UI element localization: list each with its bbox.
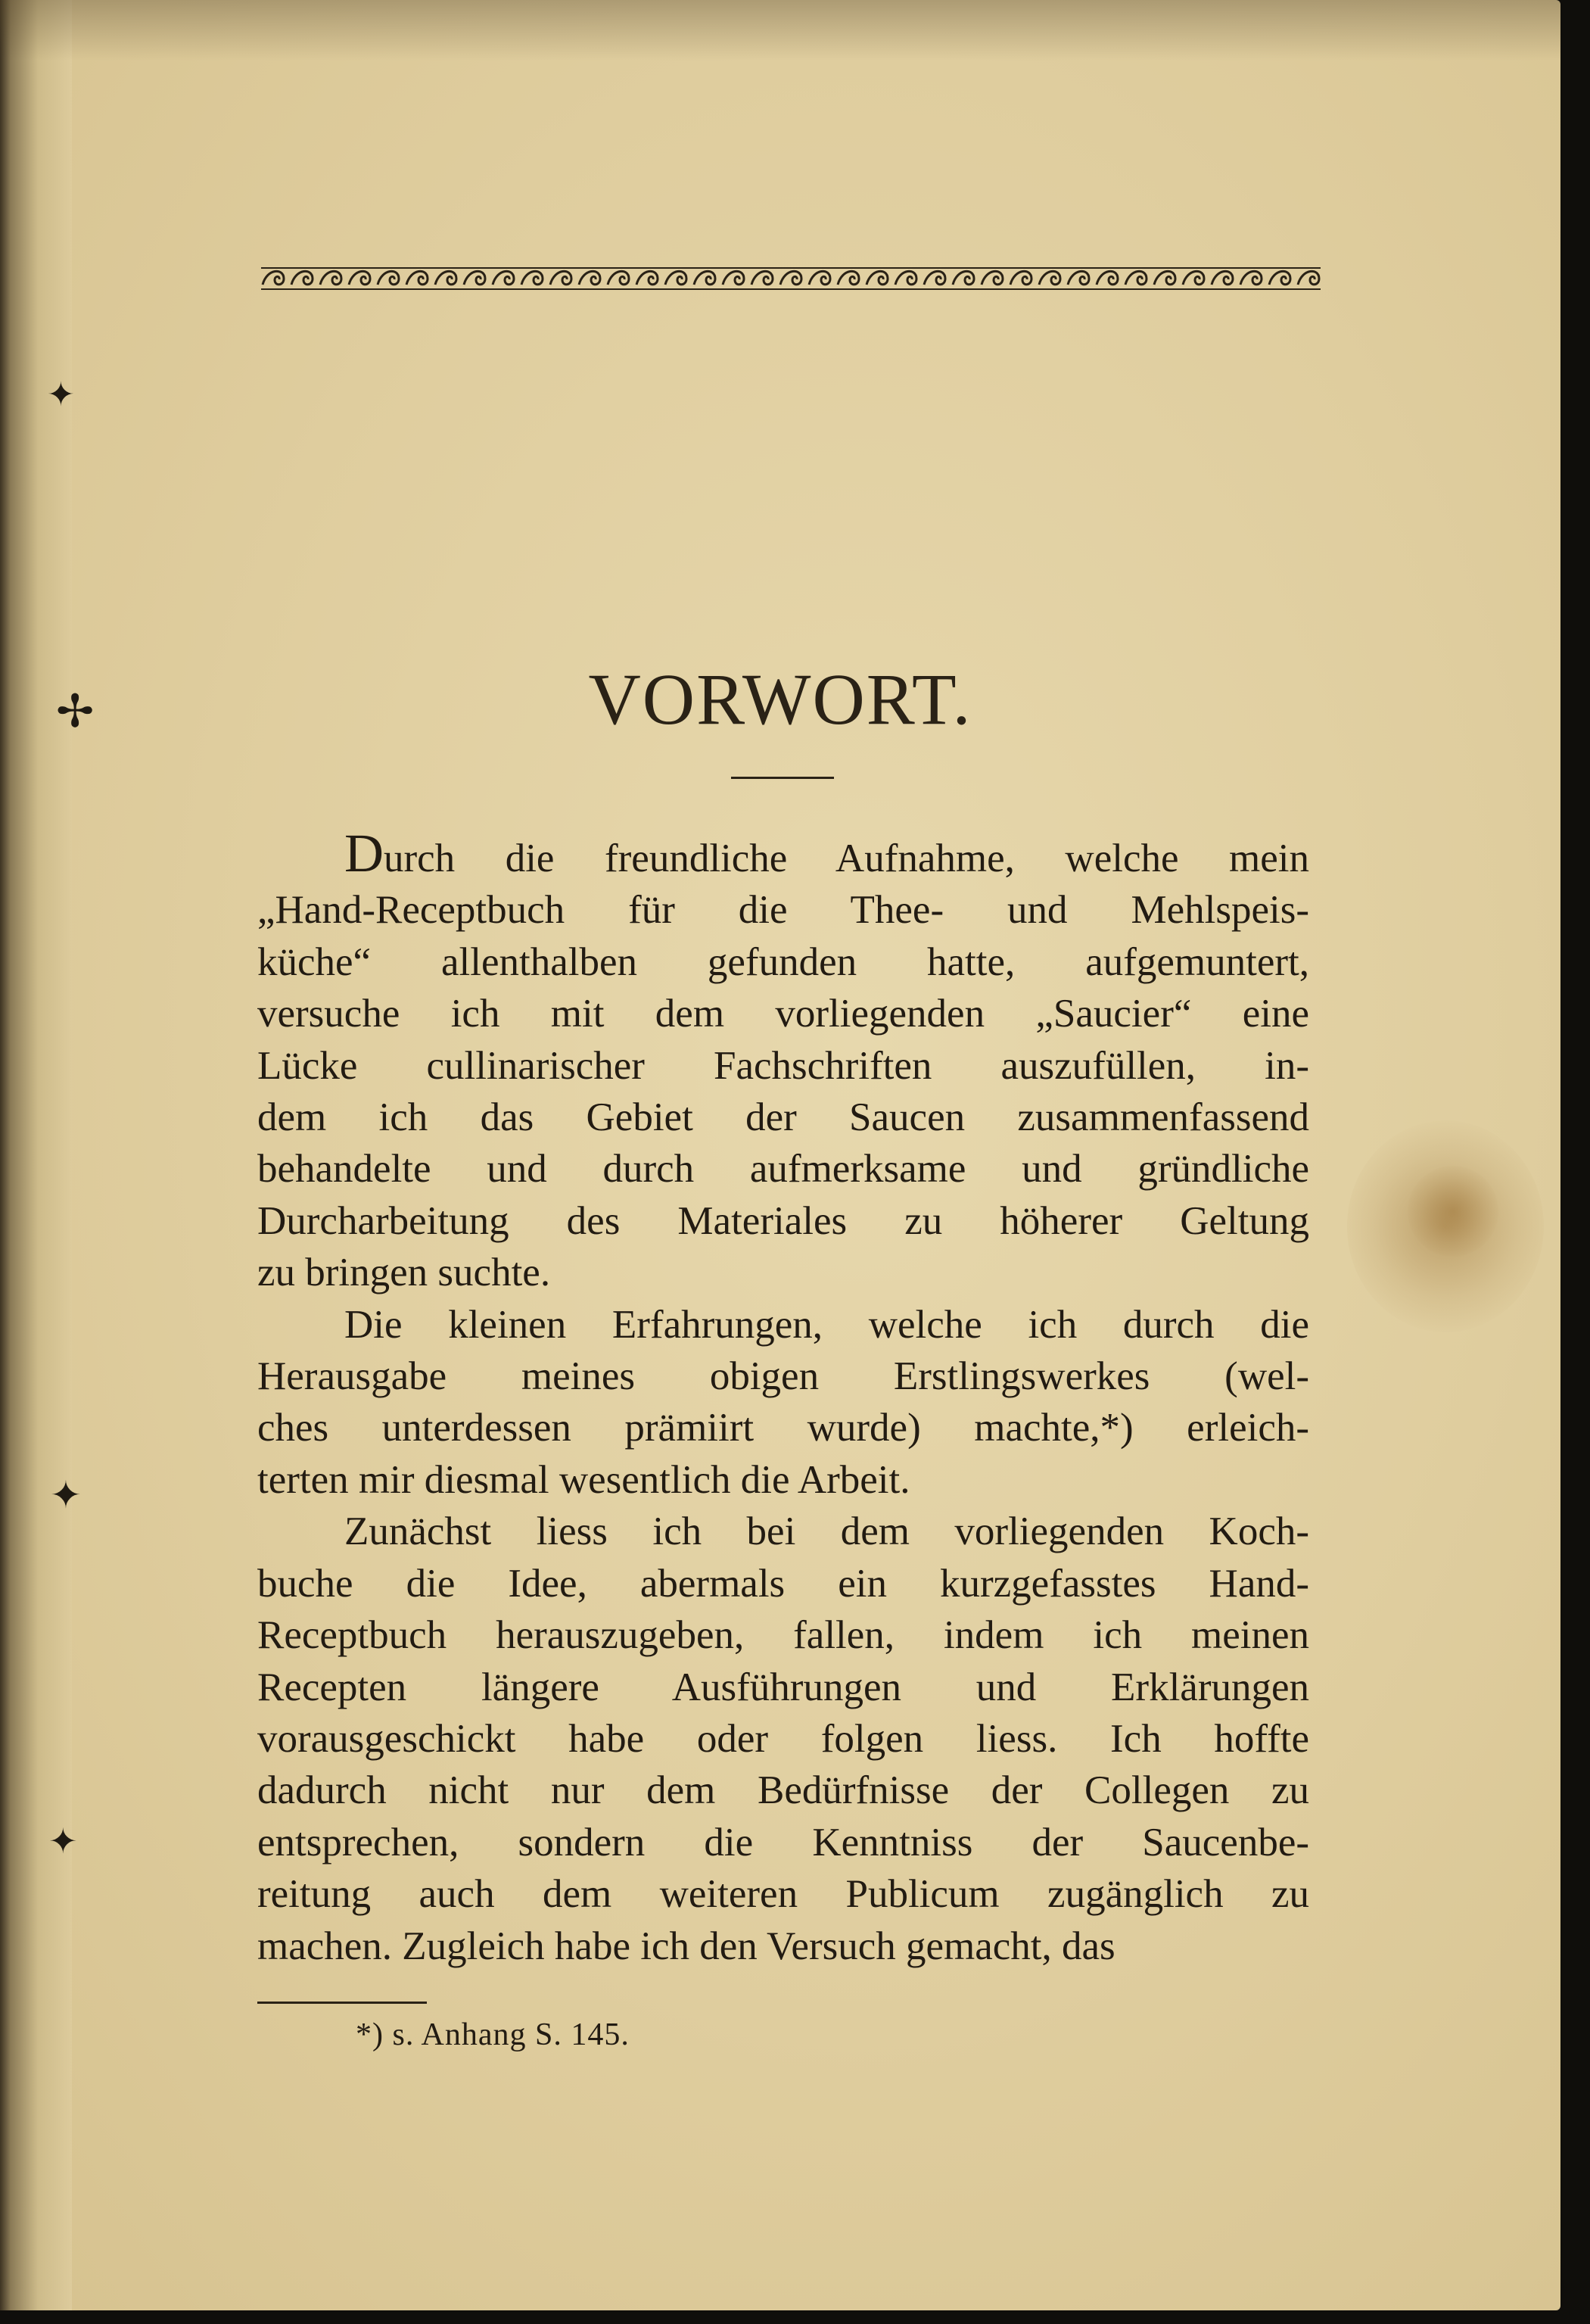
text-line	[257, 1143, 1309, 1195]
text-line	[257, 1195, 1309, 1247]
ornament-border	[261, 263, 1321, 294]
text-line	[257, 823, 1309, 884]
line-text: machen. Zugleich habe ich den Versuch gemacht, das	[257, 1924, 1115, 1968]
line-text: zu bringen suchte.	[257, 1251, 551, 1295]
line-text: reitung auch dem weiteren Publicum zugänglich zu	[257, 1872, 1309, 1917]
paragraph	[257, 1506, 1309, 1972]
page-shadow	[0, 0, 1560, 61]
text-line	[257, 988, 1309, 1039]
text-line	[257, 1402, 1309, 1453]
paragraph	[257, 823, 1309, 1299]
line-text: Zunächst liess ich bei dem vorliegenden Koch-	[344, 1509, 1309, 1554]
text-line	[257, 1558, 1309, 1609]
text-line	[257, 1506, 1309, 1557]
line-text: Lücke cullinarischer Fachschriften auszufüllen, in-	[257, 1043, 1309, 1088]
text-line	[257, 884, 1309, 936]
text-line	[257, 1765, 1309, 1816]
line-text: dadurch nicht nur dem Bedürfnisse der Collegen zu	[257, 1768, 1309, 1813]
text-line	[257, 1609, 1309, 1661]
line-text: Recepten längere Ausführungen und Erklärungen	[257, 1665, 1309, 1709]
text-line	[257, 936, 1309, 988]
text-line	[257, 1662, 1309, 1713]
line-text: versuche ich mit dem vorliegenden „Saucier“ eine	[257, 992, 1309, 1036]
line-text: entsprechen, sondern die Kenntniss der Saucenbe-	[257, 1820, 1309, 1864]
paper-stain	[1408, 1166, 1498, 1257]
line-text: vorausgeschickt habe oder folgen liess. Ich hoffte	[257, 1716, 1309, 1761]
line-text: Herausgabe meines obigen Erstlingswerkes (wel-	[257, 1354, 1309, 1399]
line-text: terten mir diesmal wesentlich die Arbeit.	[257, 1457, 910, 1502]
text-line	[257, 1350, 1309, 1402]
text-line	[257, 1092, 1309, 1143]
footnote-divider	[257, 2002, 427, 2004]
binding-stitch-icon: ✦	[47, 376, 75, 413]
line-text: Durcharbeitung des Materiales zu höherer Geltung	[257, 1198, 1309, 1243]
line-text: dem ich das Gebiet der Saucen zusammenfassend	[257, 1095, 1309, 1140]
text-line	[257, 1817, 1309, 1868]
text-line	[257, 1454, 1309, 1506]
line-text: küche“ allenthalben gefunden hatte, aufgemuntert,	[257, 939, 1309, 984]
line-text: buche die Idee, abermals ein kurzgefasstes Hand-	[257, 1561, 1309, 1606]
book-gutter	[0, 0, 72, 2310]
binding-stitch-icon: ✦	[48, 1822, 78, 1861]
initial-letter: D	[344, 823, 384, 883]
line-text: Receptbuch herauszugeben, fallen, indem ich meinen	[257, 1613, 1309, 1658]
binding-stitch-icon: ✦	[50, 1474, 82, 1516]
paragraph	[257, 1299, 1309, 1506]
text-line	[257, 1713, 1309, 1765]
line-text: behandelte und durch aufmerksame und gründliche	[257, 1147, 1309, 1192]
line-text: „Hand-Receptbuch für die Thee- und Mehlspeis-	[257, 888, 1309, 933]
text-line	[257, 1921, 1309, 1972]
line-text: urch die freundliche Aufnahme, welche mein	[384, 836, 1309, 880]
text-line	[257, 1868, 1309, 1920]
title-divider	[731, 777, 834, 779]
text-line	[257, 1040, 1309, 1092]
page-title: VORWORT.	[588, 659, 972, 740]
footnote: *) s. Anhang S. 145.	[356, 2017, 630, 2052]
text-line	[257, 1299, 1309, 1350]
line-text: ches unterdessen prämiirt wurde) machte,*) erleich-	[257, 1406, 1309, 1450]
binding-stitch-icon: ✢	[56, 687, 95, 737]
preface-text	[257, 823, 1309, 1972]
line-text: Die kleinen Erfahrungen, welche ich durch die	[344, 1302, 1309, 1347]
text-line	[257, 1247, 1309, 1298]
